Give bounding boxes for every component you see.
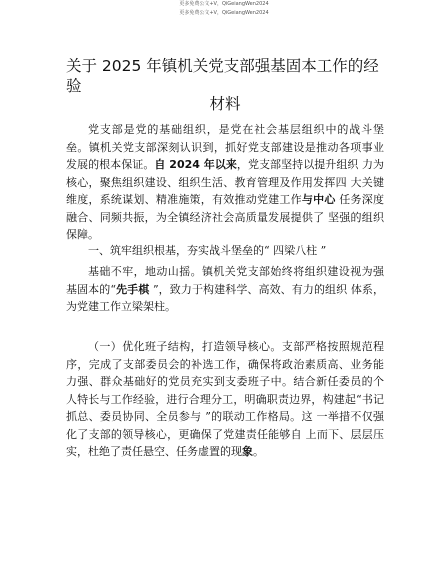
intro-text-a: 党支部是党的基础组织，是党在社会基层组织中的战斗堡垒。镇机关党支部深刻认识到，抓好党支部建设是推动各项事业发展的根本保证。: [66, 123, 384, 171]
title-line1: 关于 2025 年镇机关党支部强基固本工作的经: [66, 57, 379, 75]
foundation-text-b: ”，致力于构建科学、高效、有力的组织 体系，为党建工作立梁架柱。: [66, 282, 385, 313]
watermark-second: 更多免费公文+V，QiGeiangWen2024: [179, 10, 269, 16]
watermark-top: 更多免费公文+V，QiGeiangWen2024: [179, 1, 269, 7]
team-end: 。: [253, 445, 264, 458]
team-text: （一）优化班子结构，打造领导核心。支部严格按照规范程序，完成了支部委员会的补选工作，确保将政治素质高、业务能力强、群众基础好的党员充实到支委班子中。结合新任委员的个人特长与工作经验，进行合理分工，明确职责边界，构建起“书记抓总、委员协同、全员参与 ”的联动工作格局。这 一举措不仅强化了支部的领导核心，更确保了党建责任能够自 上而下、层层压实，杜绝了责任悬空、任务虚置的现: [66, 340, 384, 458]
section-heading-1: 一、筑牢组织根基，夯实战斗堡垒的“ 四梁八柱 ”: [88, 244, 327, 257]
paragraph-team-structure: [66, 338, 384, 461]
paragraph-foundation: [66, 263, 384, 316]
foundation-bold: 先手棋: [116, 282, 150, 296]
foundation-text-a: 基础不牢，地动山摇。镇机关党支部始终将组织建设视为强基固本的“: [66, 265, 384, 296]
title-line2: 验: [66, 77, 82, 95]
paragraph-intro: [66, 121, 384, 244]
intro-text-b: ，党支部坚持以提升组织 力为核心，聚焦组织建设、组织生活、教育管理及作用发挥四 大关键维度，系统谋划、精准施策，有效推动党建工作: [66, 158, 385, 206]
team-bold-end: 象: [242, 445, 253, 458]
intro-bold-center: 与中心: [301, 193, 336, 206]
intro-text-c: 任务深度融合、同频共振，为全镇经济社会高质量发展提供了 坚强的组织保障。: [66, 193, 385, 241]
intro-bold-year: 自 2024 年以来: [154, 158, 237, 171]
document-subtitle: 材料: [209, 95, 241, 113]
document-title: [66, 56, 386, 96]
